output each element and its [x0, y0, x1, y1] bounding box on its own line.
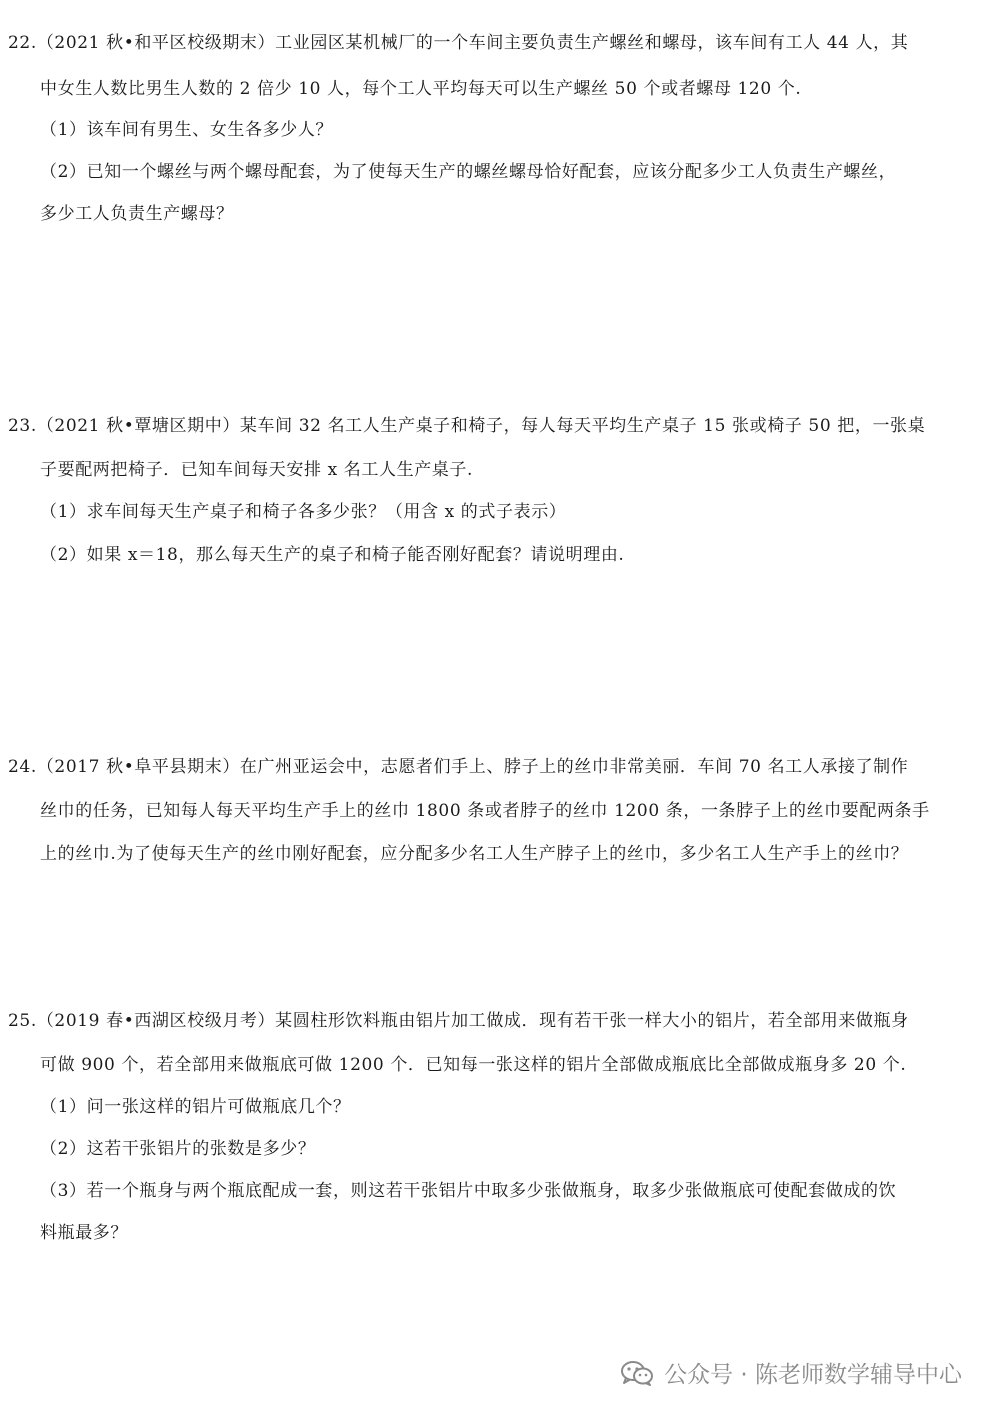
- problem-23-line-2: 子要配两把椅子．已知车间每天安排 x 名工人生产桌子.: [40, 460, 473, 480]
- problem-24-line-1: 24.（2017 秋•阜平县期末）在广州亚运会中，志愿者们手上、脖子上的丝巾非常美丽．车间 70 名工人承接了制作: [8, 757, 909, 777]
- problem-22-line-1: 22.（2021 秋•和平区校级期末）工业园区某机械厂的一个车间主要负责生产螺丝和螺母，该车间有工人 44 人，其: [8, 33, 909, 53]
- footer-watermark: [620, 1356, 962, 1389]
- problem-23-part-1: （1）求车间每天生产桌子和椅子各多少张？（用含 x 的式子表示）: [40, 502, 567, 522]
- problem-25-part-3-cont: 料瓶最多？: [40, 1223, 128, 1243]
- problem-25-part-2: （2）这若干张铝片的张数是多少？: [40, 1139, 316, 1159]
- problem-22-part-1: （1）该车间有男生、女生各多少人？: [40, 120, 334, 140]
- problem-23-part-2: （2）如果 x＝18，那么每天生产的桌子和椅子能否刚好配套？请说明理由.: [40, 545, 625, 565]
- problem-25-part-1: （1）问一张这样的铝片可做瓶底几个？: [40, 1097, 351, 1117]
- problem-22-part-2: （2）已知一个螺丝与两个螺母配套，为了使每天生产的螺丝螺母恰好配套，应该分配多少工人负责生产螺丝，: [40, 162, 897, 182]
- wechat-icon: [620, 1360, 654, 1386]
- problem-24-line-3: 上的丝巾.为了使每天生产的丝巾刚好配套，应分配多少名工人生产脖子上的丝巾，多少名工人生产手上的丝巾？: [40, 844, 909, 864]
- problem-25-line-2: 可做 900 个，若全部用来做瓶底可做 1200 个．已知每一张这样的铝片全部做成瓶底比全部做成瓶身多 20 个.: [40, 1055, 907, 1075]
- problem-22-line-2: 中女生人数比男生人数的 2 倍少 10 人，每个工人平均每天可以生产螺丝 50 个或者螺母 120 个.: [40, 79, 802, 99]
- footer-text: 公众号 · 陈老师数学辅导中心: [664, 1362, 962, 1388]
- problem-25-part-3: （3）若一个瓶身与两个瓶底配成一套，则这若干张铝片中取多少张做瓶身，取多少张做瓶底可使配套做成的饮: [40, 1181, 897, 1201]
- problem-25-line-1: 25.（2019 春•西湖区校级月考）某圆柱形饮料瓶由铝片加工做成．现有若干张一样大小的铝片，若全部用来做瓶身: [8, 1011, 909, 1031]
- problem-22-part-2-cont: 多少工人负责生产螺母？: [40, 204, 234, 224]
- problem-23-line-1: 23.（2021 秋•覃塘区期中）某车间 32 名工人生产桌子和椅子，每人每天平均生产桌子 15 张或椅子 50 把，一张桌: [8, 416, 926, 436]
- problem-24-line-2: 丝巾的任务，已知每人每天平均生产手上的丝巾 1800 条或者脖子的丝巾 1200 条，一条脖子上的丝巾要配两条手: [40, 801, 930, 821]
